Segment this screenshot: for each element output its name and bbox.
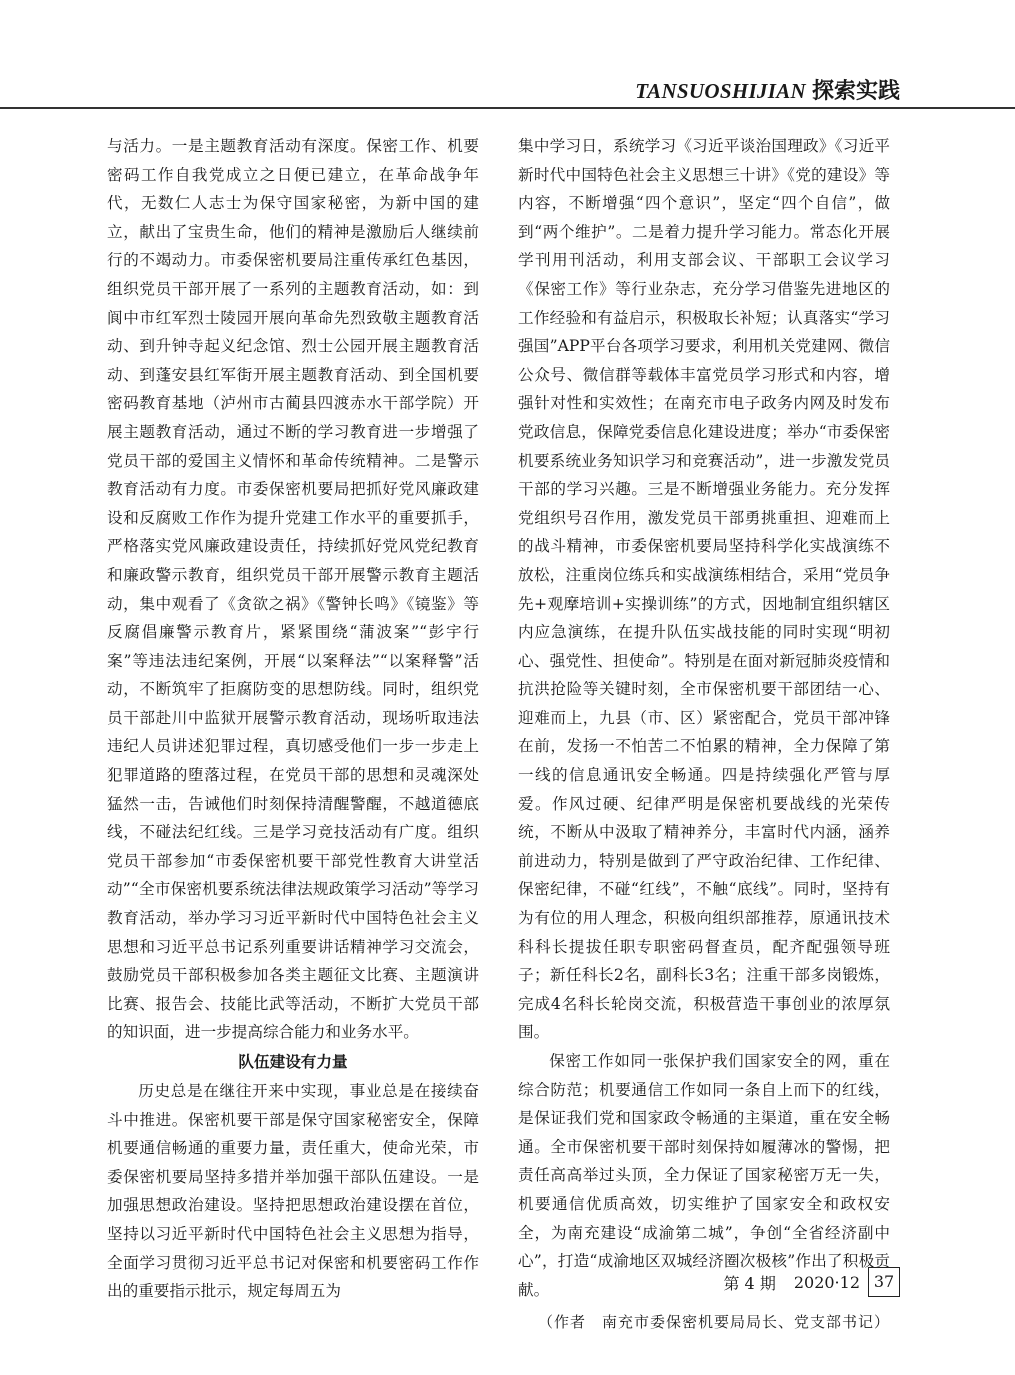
page-header: [0, 0, 1015, 112]
magazine-section-title: [635, 74, 900, 105]
section-title-chinese: 探索实践: [811, 79, 900, 104]
left-column: [107, 132, 479, 1306]
right-paragraph-1: 集中学习日，系统学习《习近平谈治国理政》《习近平新时代中国特色社会主义思想三十讲》《党的建设》等内容，不断增强“四个意识”，坚定“四个自信”，做到“两个维护”。二是着力提升学习能力。常态化开展学刊用刊活动，利用支部会议、干部职工会议学习《保密工作》等行业杂志，充分学习借鉴先进地区的工作经验和有益启示，积极取长补短；认真落实“学习强国”APP平台各项学习要求，利用机关党建网、微信公众号、微信群等载体丰富党员学习形式和内容，增强针对性和实效性；在南充市电子政务内网及时发布党政信息，保障党委信息化建设进度；举办“市委保密机要系统业务知识学习和竞赛活动”，进一步激发党员干部的学习兴趣。三是不断增强业务能力。充分发挥党组织号召作用，激发党员干部勇挑重担、迎难而上的战斗精神，市委保密机要局坚持科学化实战演练不放松，注重岗位练兵和实战演练相结合，采用“党员争先+观摩培训+实操训练”的方式，因地制宜组织辖区内应急演练，在提升队伍实战技能的同时实现“明初心、强党性、担使命”。特别是在面对新冠肺炎疫情和抗洪抢险等关键时刻，全市保密机要干部团结一心、迎难而上，九县（市、区）紧密配合，党员干部冲锋在前，发扬一不怕苦二不怕累的精神，全力保障了第一线的信息通讯安全畅通。四是持续强化严管与厚爱。作风过硬、纪律严明是保密机要战线的光荣传统，不断从中汲取了精神养分，丰富时代内涵，涵养前进动力，特别是做到了严守政治纪律、工作纪律、保密纪律，不碰“红线”，不触“底线”。同时，坚持有为有位的用人理念，积极向组织部推荐，原通讯技术科科长提拔任职专职密码督查员，配齐配强领导班子；新任科长2名，副科长3名；注重干部多岗锻炼，完成4名科长轮岗交流，积极营造干事创业的浓厚氛围。: [518, 137, 890, 1042]
section-heading: 队伍建设有力量: [238, 1053, 348, 1071]
page-footer: [723, 1267, 900, 1297]
issue-date: 2020·12: [793, 1272, 860, 1292]
author-byline: （作者 南充市委保密机要局局长、党支部书记）: [537, 1313, 890, 1332]
left-paragraph-1: 与活力。一是主题教育活动有深度。保密工作、机要密码工作自我党成立之日便已建立，在革命战争年代，无数仁人志士为保守国家秘密，为新中国的建立，献出了宝贵生命，他们的精神是激励后人继续前行的不竭动力。市委保密机要局注重传承红色基因，组织党员干部开展了一系列的主题教育活动，如：到阆中市红军烈士陵园开展向革命先烈致敬主题教育活动、到升钟寺起义纪念馆、烈士公园开展主题教育活动、到蓬安县红军街开展主题教育活动、到全国机要密码教育基地（泸州市古蔺县四渡赤水干部学院）开展主题教育活动，通过不断的学习教育进一步增强了党员干部的爱国主义情怀和革命传统精神。二是警示教育活动有力度。市委保密机要局把抓好党风廉政建设和反腐败工作作为提升党建工作水平的重要抓手，严格落实党风廉政建设责任，持续抓好党风党纪教育和廉政警示教育，组织党员干部开展警示教育主题活动，集中观看了《贪欲之祸》《警钟长鸣》《镜鉴》等反腐倡廉警示教育片，紧紧围绕“蒲波案”“彭宇行案”等违法违纪案例，开展“以案释法”“以案释警”活动，不断筑牢了拒腐防变的思想防线。同时，组织党员干部赴川中监狱开展警示教育活动，现场听取违法违纪人员讲述犯罪过程，真切感受他们一步一步走上犯罪道路的堕落过程，在党员干部的思想和灵魂深处猛然一击，告诫他们时刻保持清醒警醒，不越道德底线，不碰法纪红线。三是学习竞技活动有广度。组织党员干部参加“市委保密机要干部党性教育大讲堂活动”“全市保密机要系统法律法规政策学习活动”等学习教育活动，举办学习习近平新时代中国特色社会主义思想和习近平总书记系列重要讲话精神学习交流会，鼓励党员干部积极参加各类主题征文比赛、主题演讲比赛、报告会、技能比武等活动，不断扩大党员干部的知识面，进一步提高综合能力和业务水平。: [107, 137, 479, 1042]
header-rule: [0, 107, 1015, 109]
issue-number: 第 4 期: [723, 1273, 776, 1293]
right-paragraph-2: 保密工作如同一张保护我们国家安全的网，重在综合防范；机要通信工作如同一条自上而下的红线，是保证我们党和国家政令畅通的主渠道，重在安全畅通。全市保密机要干部时刻保持如履薄冰的警惕，把责任高高举过头顶，全力保证了国家秘密万无一失，机要通信优质高效，切实维护了国家安全和政权安全，为南充建设“成渝第二城”，争创“全省经济副中心”，打造“成渝地区双城经济圈次极核”作出了积极贡献。: [518, 1052, 890, 1299]
right-column: [518, 132, 890, 1337]
left-paragraph-2: 历史总是在继往开来中实现，事业总是在接续奋斗中推进。保密机要干部是保守国家秘密安全，保障机要通信畅通的重要力量，责任重大，使命光荣，市委保密机要局坚持多措并举加强干部队伍建设。一是加强思想政治建设。坚持把思想政治建设摆在首位，坚持以习近平新时代中国特色社会主义思想为指导，全面学习贯彻习近平总书记对保密和机要密码工作作出的重要指示批示，规定每周五为: [107, 1082, 479, 1301]
page-number: 37: [868, 1267, 900, 1297]
section-title-latin: TANSUOSHIJIAN: [635, 79, 806, 103]
